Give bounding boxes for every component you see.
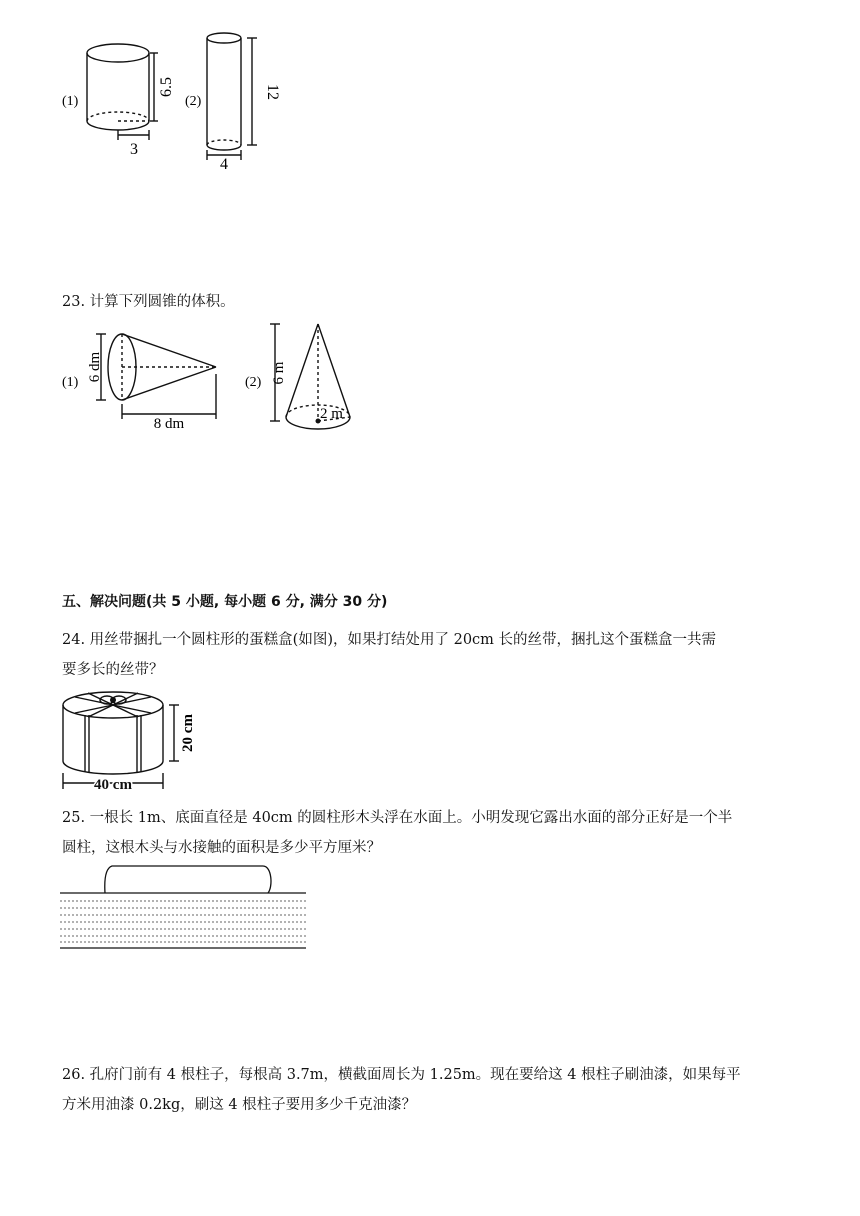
question-26-line1: 26. 孔府门前有 4 根柱子，每根高 3.7m，横截面周长为 1.25m。现在要给这 4 根柱子刷油漆，如果每平 bbox=[62, 1067, 741, 1083]
question-23: 23. 计算下列圆锥的体积。 bbox=[62, 294, 235, 310]
question-26-line2: 方米用油漆 0.2kg，刷这 4 根柱子要用多少千克油漆？ bbox=[62, 1097, 417, 1113]
question-24-line1: 24. 用丝带捆扎一个圆柱形的蛋糕盒(如图)，如果打结处用了 20cm 长的丝带，捆扎这个蛋糕盒一共需 bbox=[62, 632, 717, 648]
section-5-title: 五、解决问题(共 5 小题, 每小题 6 分, 满分 30 分) bbox=[62, 594, 388, 610]
cylinder2-label: (2) bbox=[185, 94, 202, 109]
question-25-line2: 圆柱，这根木头与水接触的面积是多少平方厘米？ bbox=[62, 840, 381, 856]
cylinder1-label: (1) bbox=[62, 94, 79, 109]
cone2-height: 6 m bbox=[271, 361, 287, 385]
cone1-length: 8 dm bbox=[153, 416, 185, 432]
question-24-line2: 要多长的丝带？ bbox=[62, 662, 164, 678]
question-25-line1: 25. 一根长 1m、底面直径是 40cm 的圆柱形木头浮在水面上。小明发现它露出水面的部分正好是一个半 bbox=[62, 810, 733, 826]
cylinders-figure bbox=[58, 28, 288, 178]
question-24 bbox=[62, 625, 834, 685]
cake-box-diameter: 40 cm bbox=[94, 777, 132, 793]
cone1-label: (1) bbox=[62, 375, 79, 390]
cone2-radius: 2 m bbox=[320, 406, 343, 422]
cake-box-height: 20 cm bbox=[180, 714, 196, 752]
question-26 bbox=[62, 1060, 834, 1120]
cone1-diameter: 6 dm bbox=[87, 351, 103, 383]
cylinder1-height: 6.5 bbox=[158, 77, 175, 97]
cylinder2-height: 12 bbox=[264, 84, 281, 100]
question-25 bbox=[62, 803, 834, 863]
cake-box-figure bbox=[58, 685, 208, 795]
cylinder1-base: 3 bbox=[130, 141, 138, 158]
cones-figure bbox=[58, 318, 368, 438]
cone2-label: (2) bbox=[245, 375, 262, 390]
floating-log-figure bbox=[60, 862, 310, 954]
cylinder2-base: 4 bbox=[220, 156, 228, 173]
